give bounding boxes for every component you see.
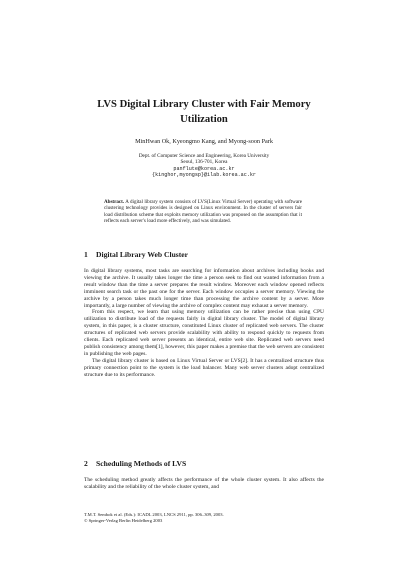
title-line-2: Utilization bbox=[180, 114, 228, 125]
footnote bbox=[84, 512, 324, 524]
abstract-label: Abstract. bbox=[104, 199, 125, 205]
abstract bbox=[104, 199, 302, 225]
section-2-body bbox=[84, 477, 324, 491]
affiliation-dept: Dept. of Computer Science and Engineering, Korea University bbox=[138, 153, 270, 159]
section-title: Scheduling Methods of LVS bbox=[96, 459, 187, 468]
abstract-text: A digital library system consists of LVS(Linux Virtual Server) operating with software clustering technology provides is designed on Linux environment. In the cluster of servers fair load distribution scheme that exploits memory utilization was proposed on the assumption that it reflects each server's load more effectively, and was simulated. bbox=[104, 199, 302, 225]
copyright-line: © Springer-Verlag Berlin Heidelberg 2003 bbox=[84, 517, 163, 523]
paragraph: From this respect, we learn that using memory utilization can be rather precise than using CPU utilization to distribute load of the requests fairly in digital library cluster. The model of digital library system, in this paper, is a cluster structure, constituted Linux cluster of replicated web servers. The cluster structures of replicated web servers provide scalability with ability to respond quickly to requests from clients. Each replicated web server presents an identical, entire web site. Replicated web servers need publish consistency among them[1], however, this paper makes a premise that the web servers are consistent in publishing the web pages. bbox=[84, 309, 324, 357]
paragraph: The scheduling method greatly affects the performance of the whole cluster system. It also affects the scalability and the reliability of the whole cluster system, and bbox=[84, 477, 324, 490]
author-email-2: {kinghor,myongsp}@ilab.korea.ac.kr bbox=[152, 171, 256, 178]
author-list: MinHwan Ok, Kyeongmo Kang, and Myong-soon Park bbox=[135, 138, 273, 145]
affiliation bbox=[84, 153, 324, 178]
paragraph: The digital library cluster is based on Linux Virtual Server or LVS[2]. It has a centralized structure thus primary connection point to the system is the load balancer. Many web server clusters adopt centralized structure due to its performance. bbox=[84, 357, 324, 378]
section-1-body bbox=[84, 268, 324, 379]
title-line-1: LVS Digital Library Cluster with Fair Memory bbox=[97, 99, 311, 110]
section-heading-1 bbox=[84, 250, 324, 259]
affiliation-address: Seoul, 136-701, Korea bbox=[180, 159, 228, 166]
section-heading-2 bbox=[84, 459, 324, 468]
section-number: 1 bbox=[84, 250, 88, 259]
section-number: 2 bbox=[84, 459, 88, 468]
author-email-1: panflute@korea.ac.kr bbox=[173, 165, 235, 172]
paragraph: In digital library systems, most tasks are searching for information about archives including books and viewing the archive. It usually takes longer the time a person seek to find out wanted information from a result window than the time a server prepares the result window. Moreover each window opened reflects imminent search task or the past one for the server. Each window occupies a server memory. Viewing the archive by a person takes much longer time than processing the archive content by a server. More importantly, a large number of viewing the archive of complex content may exhaust a server memory. bbox=[84, 268, 324, 309]
section-title: Digital Library Web Cluster bbox=[96, 250, 189, 259]
citation-line: T.M.T. Sembok et al. (Eds.): ICADL 2003, LNCS 2911, pp. 306–309, 2003. bbox=[84, 512, 224, 517]
paper-title bbox=[84, 97, 324, 127]
